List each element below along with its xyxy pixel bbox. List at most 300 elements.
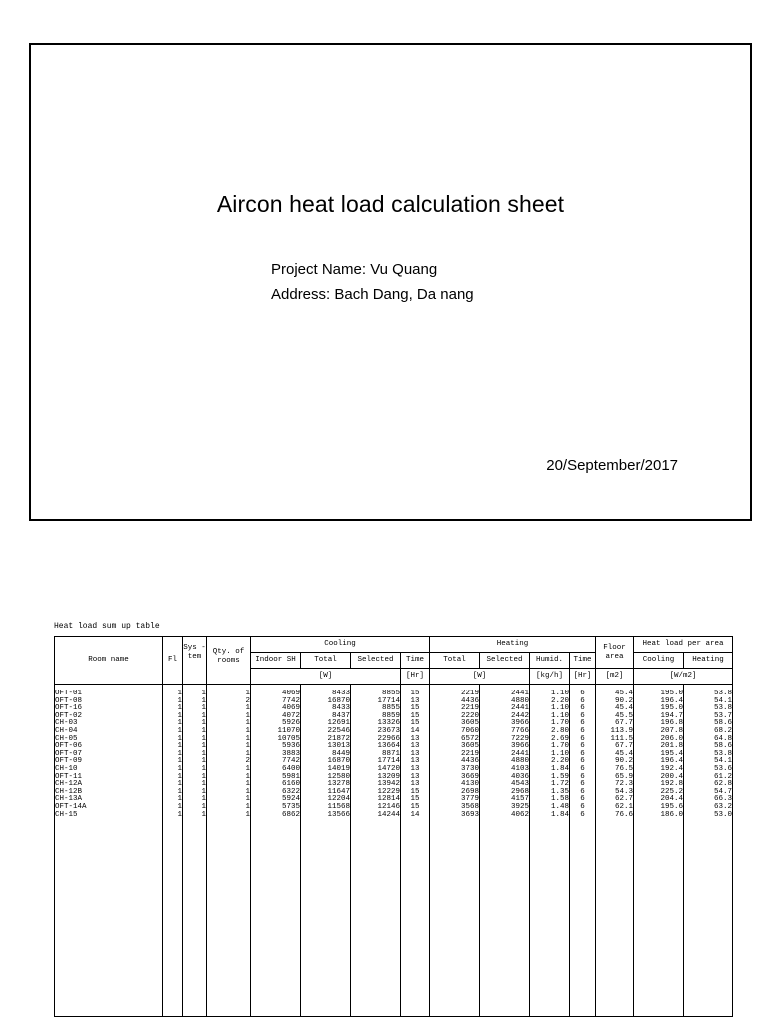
- cell-qty: 1: [245, 787, 250, 796]
- cell-h_sel: 2441: [510, 690, 529, 697]
- cell-h_sel: 3966: [510, 742, 529, 751]
- cell-room: OFT-02: [55, 711, 83, 720]
- cell-indoor_sh: 6400: [281, 764, 300, 773]
- cell-sys: 1: [201, 726, 206, 735]
- header-heating: Heating: [430, 637, 596, 653]
- cell-c_sel: 8859: [381, 711, 400, 720]
- cell-sys: 1: [201, 749, 206, 758]
- cell-area: 62.1: [614, 802, 633, 811]
- cell-indoor_sh: 5924: [281, 795, 300, 804]
- cell-h_total: 3730: [460, 764, 479, 773]
- cell-c_total: 22546: [327, 726, 350, 735]
- cell-c_sel: 13664: [377, 742, 400, 751]
- cell-sys: 1: [201, 742, 206, 751]
- cell-humid: 1.72: [550, 780, 569, 789]
- column-humid: [530, 690, 570, 1016]
- cell-area: 90.2: [614, 696, 633, 705]
- cell-c_total: 16870: [327, 696, 350, 705]
- header-floor-area: Floor area: [596, 637, 634, 669]
- cell-h_sel: 2968: [510, 787, 529, 796]
- cell-cool_pa: 225.2: [660, 787, 683, 796]
- cell-room: CH-10: [55, 764, 78, 773]
- cell-sys: 1: [201, 810, 206, 819]
- cell-humid: 2.20: [550, 696, 569, 705]
- cell-h_total: 2219: [460, 704, 479, 713]
- cell-c_total: 11647: [327, 787, 350, 796]
- cell-area: 62.7: [614, 795, 633, 804]
- cell-h_sel: 4103: [510, 764, 529, 773]
- cell-h_total: 3693: [460, 810, 479, 819]
- cell-c_time: 13: [410, 780, 420, 789]
- header-system: Sys -tem: [183, 637, 207, 685]
- cell-cool_pa: 196.4: [660, 696, 683, 705]
- cell-area: 67.7: [614, 742, 633, 751]
- cell-qty: 1: [245, 772, 250, 781]
- cell-h_time: 6: [580, 690, 585, 697]
- column-fl: [163, 690, 183, 1016]
- header-cooling-per-area: Cooling: [634, 653, 684, 669]
- cell-qty: 1: [245, 704, 250, 713]
- cell-indoor_sh: 5926: [281, 719, 300, 728]
- cell-h_time: 6: [580, 749, 585, 758]
- unit-cooling-hr: [Hr]: [401, 669, 430, 685]
- cell-qty: 1: [245, 734, 250, 743]
- cell-h_time: 6: [580, 802, 585, 811]
- cell-h_total: 2220: [460, 711, 479, 720]
- document-title: Aircon heat load calculation sheet: [216, 191, 565, 217]
- cell-humid: 1.70: [550, 719, 569, 728]
- cell-c_total: 8433: [331, 704, 350, 713]
- cell-h_sel: 2442: [510, 711, 529, 720]
- cell-h_total: 4436: [460, 757, 479, 766]
- cell-room: OFT-08: [55, 696, 83, 705]
- cell-c_sel: 23673: [377, 726, 400, 735]
- cell-room: CH-12B: [55, 787, 83, 796]
- cell-h_sel: 4157: [510, 795, 529, 804]
- cell-h_time: 6: [580, 696, 585, 705]
- cell-h_time: 6: [580, 742, 585, 751]
- cell-humid: 1.48: [550, 802, 569, 811]
- cell-c_total: 8433: [331, 690, 350, 697]
- cell-heat_pa: 58.6: [713, 719, 732, 728]
- cell-indoor_sh: 11070: [277, 726, 300, 735]
- cell-room: OFT-16: [55, 704, 83, 713]
- cell-humid: 1.10: [550, 690, 569, 697]
- cell-sys: 1: [201, 719, 206, 728]
- cell-indoor_sh: 4069: [281, 704, 300, 713]
- cell-sys: 1: [201, 802, 206, 811]
- cell-h_time: 6: [580, 810, 585, 819]
- cell-area: 72.3: [614, 780, 633, 789]
- cell-room: OFT-01: [55, 690, 83, 697]
- cell-qty: 1: [245, 802, 250, 811]
- column-system: [183, 690, 207, 1016]
- cell-room: OFT-06: [55, 742, 83, 751]
- cell-indoor_sh: 5981: [281, 772, 300, 781]
- cell-qty: 1: [245, 749, 250, 758]
- cell-heat_pa: 54.7: [713, 787, 732, 796]
- cell-room: OFT-14A: [55, 802, 87, 811]
- cell-c_sel: 13326: [377, 719, 400, 728]
- cell-heat_pa: 63.2: [713, 802, 732, 811]
- cell-heat_pa: 62.8: [713, 780, 732, 789]
- cell-room: OFT-09: [55, 757, 83, 766]
- column-cooling-per-area: [634, 690, 684, 1016]
- cell-c_total: 12204: [327, 795, 350, 804]
- cell-qty: 2: [245, 757, 250, 766]
- unit-area: [m2]: [596, 669, 634, 685]
- cell-fl: 1: [177, 757, 182, 766]
- cell-room: CH-12A: [55, 780, 83, 789]
- cell-h_total: 3779: [460, 795, 479, 804]
- cell-h_sel: 3966: [510, 719, 529, 728]
- cell-c_time: 13: [410, 742, 420, 751]
- header-humid: Humid.: [530, 653, 570, 669]
- cell-c_sel: 12146: [377, 802, 400, 811]
- cell-sys: 1: [201, 734, 206, 743]
- cell-h_total: 7060: [460, 726, 479, 735]
- cell-h_sel: 4036: [510, 772, 529, 781]
- column-cooling-selected: [351, 690, 401, 1016]
- cell-h_total: 4436: [460, 696, 479, 705]
- project-address: Address: Bach Dang, Da nang: [271, 286, 474, 303]
- cell-c_sel: 8855: [381, 704, 400, 713]
- cell-qty: 1: [245, 719, 250, 728]
- cell-h_total: 3669: [460, 772, 479, 781]
- cell-indoor_sh: 10705: [277, 734, 300, 743]
- column-heating-time: [570, 690, 596, 1016]
- column-room-name: [55, 690, 163, 1016]
- cover-page: [29, 43, 752, 521]
- cell-humid: 1.84: [550, 810, 569, 819]
- cell-sys: 1: [201, 711, 206, 720]
- cell-cool_pa: 196.4: [660, 757, 683, 766]
- cell-c_sel: 8871: [381, 749, 400, 758]
- column-cooling-total: [301, 690, 351, 1016]
- cell-indoor_sh: 4069: [281, 690, 300, 697]
- cell-sys: 1: [201, 787, 206, 796]
- cell-indoor_sh: 7742: [281, 757, 300, 766]
- cell-c_time: 15: [410, 795, 420, 804]
- cell-fl: 1: [177, 780, 182, 789]
- cell-humid: 1.10: [550, 749, 569, 758]
- column-heating-total: [430, 690, 480, 1016]
- cell-sys: 1: [201, 690, 206, 697]
- cell-qty: 1: [245, 690, 250, 697]
- cell-sys: 1: [201, 780, 206, 789]
- cell-cool_pa: 196.8: [660, 719, 683, 728]
- cell-cool_pa: 206.0: [660, 734, 683, 743]
- cell-sys: 1: [201, 764, 206, 773]
- cell-h_total: 4130: [460, 780, 479, 789]
- cell-cool_pa: 195.0: [660, 704, 683, 713]
- cell-indoor_sh: 6160: [281, 780, 300, 789]
- cell-h_sel: 4543: [510, 780, 529, 789]
- cell-room: CH-05: [55, 734, 78, 743]
- cell-area: 45.4: [614, 704, 633, 713]
- cell-c_sel: 17714: [377, 696, 400, 705]
- cell-c_time: 14: [410, 726, 420, 735]
- cell-c_sel: 13942: [377, 780, 400, 789]
- cell-h_total: 3568: [460, 802, 479, 811]
- cell-cool_pa: 195.4: [660, 749, 683, 758]
- header-heating-time: Time: [570, 653, 596, 669]
- cell-c_total: 21872: [327, 734, 350, 743]
- cell-cool_pa: 192.8: [660, 780, 683, 789]
- cell-c_total: 12691: [327, 719, 350, 728]
- cell-c_total: 8449: [331, 749, 350, 758]
- column-heating-selected: [480, 690, 530, 1016]
- cell-heat_pa: 54.1: [713, 757, 732, 766]
- column-indoor-sh: [251, 690, 301, 1016]
- cell-c_sel: 17714: [377, 757, 400, 766]
- cell-heat_pa: 53.8: [713, 690, 732, 697]
- cell-humid: 1.84: [550, 764, 569, 773]
- cell-fl: 1: [177, 726, 182, 735]
- cell-c_total: 11568: [327, 802, 350, 811]
- header-heating-total: Total: [430, 653, 480, 669]
- cell-h_time: 6: [580, 772, 585, 781]
- cell-h_total: 2219: [460, 690, 479, 697]
- cell-fl: 1: [177, 704, 182, 713]
- header-qty: Qty. of rooms: [207, 637, 251, 685]
- cell-h_sel: 7766: [510, 726, 529, 735]
- cell-humid: 1.35: [550, 787, 569, 796]
- cell-c_sel: 12229: [377, 787, 400, 796]
- cell-cool_pa: 194.7: [660, 711, 683, 720]
- cell-c_total: 13278: [327, 780, 350, 789]
- cell-heat_pa: 53.8: [713, 704, 732, 713]
- cell-heat_pa: 53.7: [713, 711, 732, 720]
- cell-qty: 1: [245, 795, 250, 804]
- cell-sys: 1: [201, 795, 206, 804]
- cell-qty: 1: [245, 810, 250, 819]
- cell-area: 76.6: [614, 810, 633, 819]
- cell-heat_pa: 66.3: [713, 795, 732, 804]
- cell-h_sel: 7229: [510, 734, 529, 743]
- cell-heat_pa: 54.1: [713, 696, 732, 705]
- cell-qty: 1: [245, 780, 250, 789]
- cell-indoor_sh: 3883: [281, 749, 300, 758]
- cell-humid: 1.10: [550, 704, 569, 713]
- cell-h_time: 6: [580, 787, 585, 796]
- cell-area: 90.2: [614, 757, 633, 766]
- document-date: 20/September/2017: [546, 457, 678, 474]
- cell-fl: 1: [177, 711, 182, 720]
- header-cooling: Cooling: [251, 637, 430, 653]
- cell-area: 76.5: [614, 764, 633, 773]
- table-caption: Heat load sum up table: [54, 622, 160, 631]
- cell-humid: 1.58: [550, 795, 569, 804]
- cell-fl: 1: [177, 719, 182, 728]
- cell-h_time: 6: [580, 757, 585, 766]
- cell-h_sel: 4880: [510, 696, 529, 705]
- cell-sys: 1: [201, 772, 206, 781]
- cell-cool_pa: 207.8: [660, 726, 683, 735]
- header-fl: Fl: [163, 637, 183, 685]
- cell-area: 45.4: [614, 749, 633, 758]
- cell-sys: 1: [201, 704, 206, 713]
- cell-c_total: 12580: [327, 772, 350, 781]
- cell-room: CH-15: [55, 810, 78, 819]
- header-indoor-sh: Indoor SH: [251, 653, 301, 669]
- cell-c_time: 13: [410, 764, 420, 773]
- cell-c_sel: 14720: [377, 764, 400, 773]
- cell-h_total: 3605: [460, 719, 479, 728]
- cell-indoor_sh: 6322: [281, 787, 300, 796]
- cell-fl: 1: [177, 795, 182, 804]
- cell-heat_pa: 53.8: [713, 749, 732, 758]
- cell-humid: 1.70: [550, 742, 569, 751]
- cell-fl: 1: [177, 764, 182, 773]
- cell-h_time: 6: [580, 780, 585, 789]
- cell-c_total: 16870: [327, 757, 350, 766]
- cell-humid: 1.10: [550, 711, 569, 720]
- header-heat-load-per-area: Heat load per area: [634, 637, 733, 653]
- cell-indoor_sh: 7742: [281, 696, 300, 705]
- cell-c_time: 15: [410, 787, 420, 796]
- cell-c_total: 13566: [327, 810, 350, 819]
- cell-h_sel: 2441: [510, 749, 529, 758]
- cell-h_time: 6: [580, 764, 585, 773]
- cell-cool_pa: 195.6: [660, 802, 683, 811]
- column-heating-per-area: [684, 690, 733, 1016]
- cell-c_time: 15: [410, 690, 420, 697]
- cell-room: CH-04: [55, 726, 78, 735]
- cell-qty: 2: [245, 696, 250, 705]
- cell-h_total: 2698: [460, 787, 479, 796]
- header-heating-per-area: Heating: [684, 653, 733, 669]
- cell-fl: 1: [177, 772, 182, 781]
- cell-cool_pa: 186.0: [660, 810, 683, 819]
- project-name: Project Name: Vu Quang: [271, 261, 438, 278]
- cell-fl: 1: [177, 690, 182, 697]
- cell-heat_pa: 61.2: [713, 772, 732, 781]
- cell-cool_pa: 192.4: [660, 764, 683, 773]
- cell-indoor_sh: 5735: [281, 802, 300, 811]
- cell-area: 45.5: [614, 711, 633, 720]
- cell-fl: 1: [177, 802, 182, 811]
- cell-cool_pa: 200.4: [660, 772, 683, 781]
- cell-fl: 1: [177, 734, 182, 743]
- cell-heat_pa: 53.6: [713, 764, 732, 773]
- unit-per-area: [W/m2]: [634, 669, 733, 685]
- cell-fl: 1: [177, 749, 182, 758]
- cell-qty: 1: [245, 742, 250, 751]
- cell-indoor_sh: 4072: [281, 711, 300, 720]
- unit-heating-w: [W]: [430, 669, 530, 685]
- column-floor-area: [596, 690, 634, 1016]
- heat-load-table: [54, 636, 733, 1017]
- cell-area: 54.3: [614, 787, 633, 796]
- cell-fl: 1: [177, 696, 182, 705]
- cell-c_time: 13: [410, 696, 420, 705]
- cell-heat_pa: 68.2: [713, 726, 732, 735]
- cell-heat_pa: 53.0: [713, 810, 732, 819]
- cell-h_total: 3605: [460, 742, 479, 751]
- cell-room: OFT-11: [55, 772, 83, 781]
- cell-room: CH-13A: [55, 795, 83, 804]
- cell-area: 45.4: [614, 690, 633, 697]
- cell-c_total: 14019: [327, 764, 350, 773]
- cell-c_time: 13: [410, 757, 420, 766]
- header-cooling-total: Total: [301, 653, 351, 669]
- cell-room: CH-03: [55, 719, 78, 728]
- cell-c_time: 13: [410, 734, 420, 743]
- cell-humid: 2.69: [550, 734, 569, 743]
- cell-h_total: 6572: [460, 734, 479, 743]
- cell-room: OFT-07: [55, 749, 83, 758]
- cell-cool_pa: 204.4: [660, 795, 683, 804]
- cell-heat_pa: 58.6: [713, 742, 732, 751]
- cell-heat_pa: 64.8: [713, 734, 732, 743]
- cell-c_time: 15: [410, 719, 420, 728]
- cell-fl: 1: [177, 742, 182, 751]
- cell-indoor_sh: 6862: [281, 810, 300, 819]
- cell-fl: 1: [177, 787, 182, 796]
- cell-sys: 1: [201, 696, 206, 705]
- cell-c_time: 15: [410, 802, 420, 811]
- unit-humid: [kg/h]: [530, 669, 570, 685]
- cell-cool_pa: 195.0: [660, 690, 683, 697]
- cell-qty: 1: [245, 764, 250, 773]
- cell-c_sel: 8855: [381, 690, 400, 697]
- cell-area: 65.9: [614, 772, 633, 781]
- cell-c_time: 13: [410, 772, 420, 781]
- cell-h_time: 6: [580, 704, 585, 713]
- cell-fl: 1: [177, 810, 182, 819]
- cell-qty: 1: [245, 726, 250, 735]
- column-qty: [207, 690, 251, 1016]
- header-cooling-selected: Selected: [351, 653, 401, 669]
- cell-h_sel: 4062: [510, 810, 529, 819]
- cell-c_sel: 22966: [377, 734, 400, 743]
- cell-area: 113.9: [610, 726, 633, 735]
- cell-qty: 1: [245, 711, 250, 720]
- cell-c_time: 14: [410, 810, 420, 819]
- cell-h_time: 6: [580, 719, 585, 728]
- cell-c_total: 8437: [331, 711, 350, 720]
- cell-h_sel: 4880: [510, 757, 529, 766]
- cell-cool_pa: 201.8: [660, 742, 683, 751]
- cell-area: 111.5: [610, 734, 633, 743]
- cell-area: 67.7: [614, 719, 633, 728]
- cell-h_time: 6: [580, 711, 585, 720]
- header-room-name: Room name: [55, 637, 163, 685]
- cell-indoor_sh: 5936: [281, 742, 300, 751]
- unit-heating-hr: [Hr]: [570, 669, 596, 685]
- cell-c_time: 15: [410, 711, 420, 720]
- cell-c_time: 15: [410, 704, 420, 713]
- cell-humid: 2.20: [550, 757, 569, 766]
- cell-h_time: 6: [580, 726, 585, 735]
- unit-cooling-w: [W]: [251, 669, 401, 685]
- header-cooling-time: Time: [401, 653, 430, 669]
- cell-sys: 1: [201, 757, 206, 766]
- header-heating-selected: Selected: [480, 653, 530, 669]
- cell-c_sel: 13209: [377, 772, 400, 781]
- cell-c_sel: 12814: [377, 795, 400, 804]
- cell-h_total: 2219: [460, 749, 479, 758]
- cell-h_time: 6: [580, 795, 585, 804]
- cell-c_time: 13: [410, 749, 420, 758]
- cell-c_total: 13013: [327, 742, 350, 751]
- cell-h_time: 6: [580, 734, 585, 743]
- cell-h_sel: 3925: [510, 802, 529, 811]
- column-cooling-time: [401, 690, 430, 1016]
- cell-humid: 2.80: [550, 726, 569, 735]
- cell-h_sel: 2441: [510, 704, 529, 713]
